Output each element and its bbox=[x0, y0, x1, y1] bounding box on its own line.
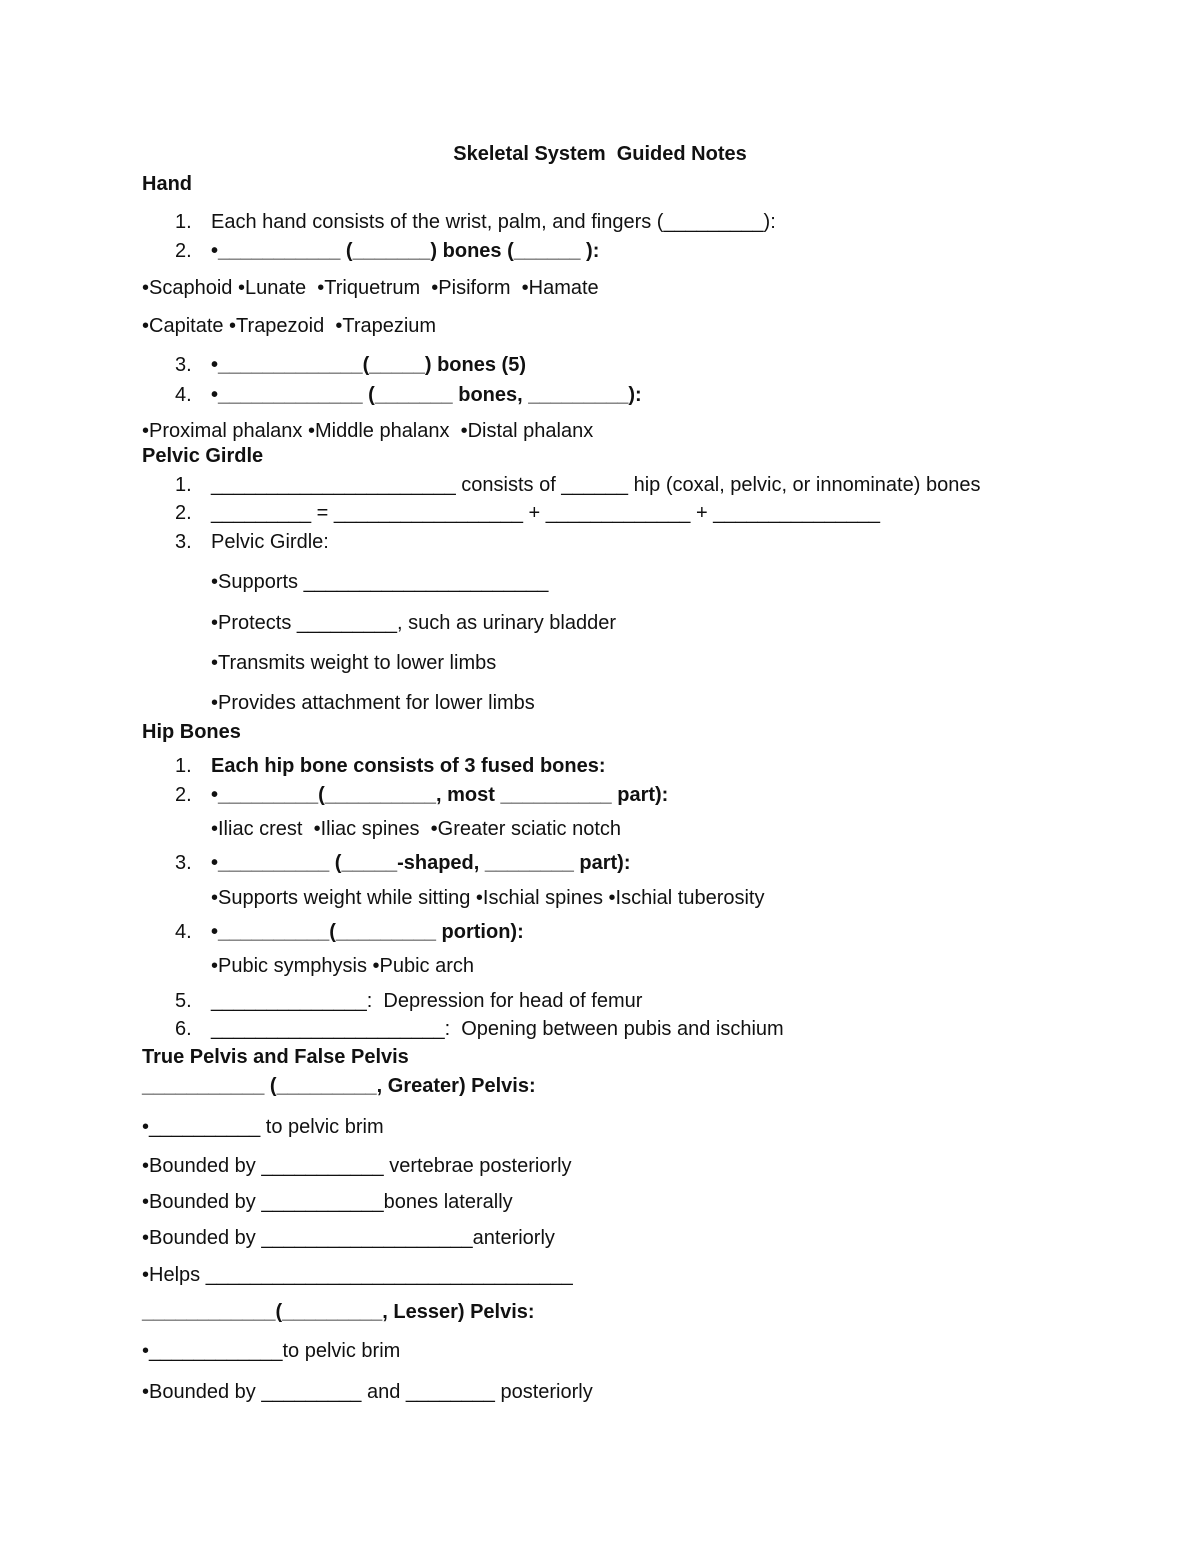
list-item: •___________ (_______) bones (______ ): bbox=[211, 240, 600, 262]
bullet-item: •Bounded by ___________ vertebrae posteriorly bbox=[142, 1155, 572, 1177]
list-item: _________ = _________________ + _____________ + _______________ bbox=[211, 502, 881, 524]
bullet-item: •Protects _________, such as urinary bladder bbox=[211, 612, 617, 634]
section-heading-pelvic-girdle: Pelvic Girdle bbox=[142, 445, 264, 467]
bullet-item: •Bounded by ___________________anteriorly bbox=[142, 1227, 555, 1249]
bullet-item: •____________to pelvic brim bbox=[142, 1340, 401, 1362]
list-number: 4. bbox=[175, 384, 192, 406]
list-number: 1. bbox=[175, 755, 192, 777]
list-item: Pelvic Girdle: bbox=[211, 531, 329, 553]
section-heading-hand: Hand bbox=[142, 173, 192, 195]
bullet-item: •Bounded by _________ and ________ posteriorly bbox=[142, 1381, 593, 1403]
list-item: ______________: Depression for head of femur bbox=[211, 990, 643, 1012]
list-item: •__________(_________ portion): bbox=[211, 921, 524, 943]
list-item: ______________________ consists of ______ hip (coxal, pelvic, or innominate) bones bbox=[211, 474, 981, 496]
bullet-item: •Provides attachment for lower limbs bbox=[211, 692, 535, 714]
bullet-item: •__________ to pelvic brim bbox=[142, 1116, 384, 1138]
list-number: 3. bbox=[175, 531, 192, 553]
bullet-item: •Transmits weight to lower limbs bbox=[211, 652, 497, 674]
list-item: _____________________: Opening between pubis and ischium bbox=[211, 1018, 784, 1040]
list-number: 3. bbox=[175, 354, 192, 376]
bullet-item: •Supports ______________________ bbox=[211, 571, 549, 593]
detail-line: •Iliac crest •Iliac spines •Greater sciatic notch bbox=[211, 818, 622, 840]
list-item: Each hand consists of the wrist, palm, and fingers (_________): bbox=[211, 211, 776, 233]
list-number: 2. bbox=[175, 240, 192, 262]
list-number: 6. bbox=[175, 1018, 192, 1040]
list-number: 3. bbox=[175, 852, 192, 874]
bullet-item: •Helps _________________________________ bbox=[142, 1264, 573, 1286]
list-item: •__________ (_____-shaped, ________ part): bbox=[211, 852, 631, 874]
carpal-bones-row-2: •Capitate •Trapezoid •Trapezium bbox=[142, 315, 437, 337]
phalanges-list: •Proximal phalanx •Middle phalanx •Distal phalanx bbox=[142, 420, 594, 442]
list-item: •_____________(_____) bones (5) bbox=[211, 354, 526, 376]
list-number: 5. bbox=[175, 990, 192, 1012]
list-number: 2. bbox=[175, 784, 192, 806]
carpal-bones-row-1: •Scaphoid •Lunate •Triquetrum •Pisiform •Hamate bbox=[142, 277, 599, 299]
list-item: •_________(__________, most __________ part): bbox=[211, 784, 669, 806]
list-number: 1. bbox=[175, 474, 192, 496]
false-pelvis-heading: ___________ (_________, Greater) Pelvis: bbox=[142, 1075, 536, 1097]
true-pelvis-heading: ____________(_________, Lesser) Pelvis: bbox=[142, 1301, 535, 1323]
list-number: 2. bbox=[175, 502, 192, 524]
detail-line: •Supports weight while sitting •Ischial spines •Ischial tuberosity bbox=[211, 887, 765, 909]
list-number: 1. bbox=[175, 211, 192, 233]
list-item: Each hip bone consists of 3 fused bones: bbox=[211, 755, 606, 777]
list-number: 4. bbox=[175, 921, 192, 943]
list-item: •_____________ (_______ bones, _________): bbox=[211, 384, 642, 406]
page-title: Skeletal System Guided Notes bbox=[453, 143, 747, 165]
section-heading-hip-bones: Hip Bones bbox=[142, 721, 241, 743]
detail-line: •Pubic symphysis •Pubic arch bbox=[211, 955, 474, 977]
section-heading-true-false-pelvis: True Pelvis and False Pelvis bbox=[142, 1046, 409, 1068]
bullet-item: •Bounded by ___________bones laterally bbox=[142, 1191, 513, 1213]
